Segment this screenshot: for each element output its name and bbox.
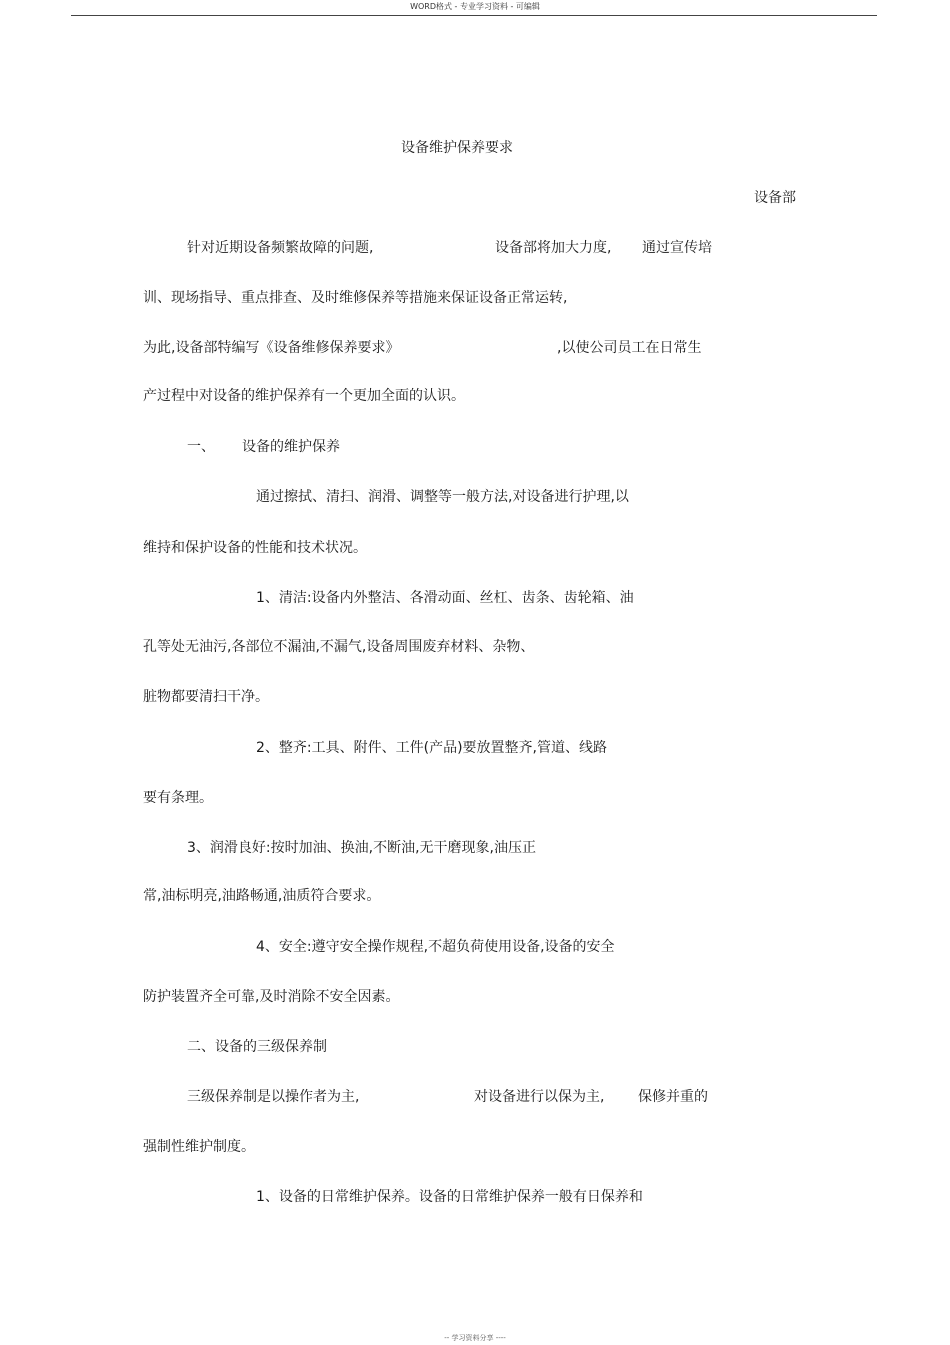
section-2-para-line-2: 强制性维护制度。: [143, 1139, 255, 1155]
intro-line-3b: ,以使公司员工在日常生: [557, 340, 702, 356]
item-2-line-1: 2、整齐:工具、附件、工件(产品)要放置整齐,管道、线路: [256, 740, 607, 756]
section-2-para-line-1b: 对设备进行以保为主,: [474, 1089, 605, 1105]
item-1-line-3: 脏物都要清扫干净。: [143, 689, 269, 705]
item-1-line-2: 孔等处无油污,各部位不漏油,不漏气,设备周围废弃材料、杂物、: [143, 639, 535, 655]
department-label: 设备部: [754, 190, 796, 206]
page-footer: -- 学习资料分享 ----: [444, 1334, 506, 1342]
section-2-para-line-1c: 保修并重的: [638, 1089, 708, 1105]
intro-line-4: 产过程中对设备的维护保养有一个更加全面的认识。: [143, 388, 465, 404]
section-2-heading: 二、设备的三级保养制: [187, 1039, 327, 1055]
document-title: 设备维护保养要求: [401, 140, 513, 156]
section-1-number: 一、: [187, 439, 215, 455]
section-1-para-line-1: 通过擦拭、清扫、润滑、调整等一般方法,对设备进行护理,以: [256, 489, 629, 505]
section-2-item-1-line-1: 1、设备的日常维护保养。设备的日常维护保养一般有日保养和: [256, 1189, 643, 1205]
item-4-line-2: 防护装置齐全可靠,及时消除不安全因素。: [143, 989, 400, 1005]
item-2-line-2: 要有条理。: [143, 790, 213, 806]
intro-line-2: 训、现场指导、重点排查、及时维修保养等措施来保证设备正常运转,: [143, 290, 568, 306]
section-1-para-line-2: 维持和保护设备的性能和技术状况。: [143, 540, 367, 556]
header-rule: [71, 15, 877, 16]
section-1-heading: 设备的维护保养: [242, 439, 340, 455]
item-3-line-1: 3、润滑良好:按时加油、换油,不断油,无干磨现象,油压正: [187, 840, 536, 856]
intro-line-1a: 针对近期设备频繁故障的问题,: [187, 240, 374, 256]
intro-line-1c: 通过宣传培: [642, 240, 712, 256]
item-1-line-1: 1、清洁:设备内外整洁、各滑动面、丝杠、齿条、齿轮箱、油: [256, 590, 634, 606]
item-4-line-1: 4、安全:遵守安全操作规程,不超负荷使用设备,设备的安全: [256, 939, 615, 955]
page-header: WORD格式 - 专业学习资料 - 可编辑: [410, 2, 540, 11]
item-3-line-2: 常,油标明亮,油路畅通,油质符合要求。: [143, 888, 381, 904]
intro-line-1b: 设备部将加大力度,: [495, 240, 612, 256]
intro-line-3a: 为此,设备部特编写《设备维修保养要求》: [143, 340, 400, 356]
section-2-para-line-1a: 三级保养制是以操作者为主,: [187, 1089, 360, 1105]
